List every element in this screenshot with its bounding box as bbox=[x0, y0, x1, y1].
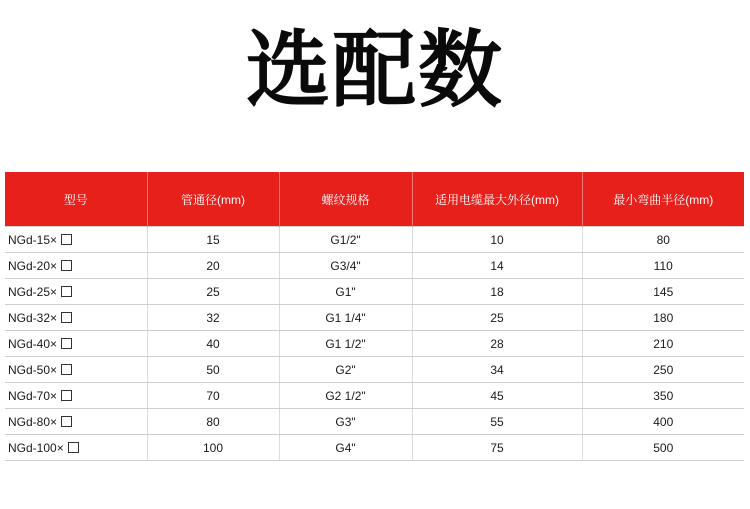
cell-thread: G3" bbox=[279, 409, 412, 435]
cell-bend-radius: 180 bbox=[582, 305, 744, 331]
model-code: NGd-32× bbox=[8, 310, 58, 325]
model-code: NGd-50× bbox=[8, 362, 58, 377]
cell-bore: 100 bbox=[147, 435, 279, 461]
cell-bend-radius: 210 bbox=[582, 331, 744, 357]
checkbox-icon bbox=[68, 442, 79, 453]
cell-bend-radius: 400 bbox=[582, 409, 744, 435]
cell-model bbox=[5, 409, 147, 435]
model-code: NGd-20× bbox=[8, 258, 58, 273]
cell-thread: G4" bbox=[279, 435, 412, 461]
cell-cable-diameter: 25 bbox=[412, 305, 582, 331]
cell-bend-radius: 110 bbox=[582, 253, 744, 279]
cell-bore: 32 bbox=[147, 305, 279, 331]
checkbox-icon bbox=[61, 286, 72, 297]
cell-cable-diameter: 55 bbox=[412, 409, 582, 435]
cell-model bbox=[5, 305, 147, 331]
checkbox-icon bbox=[61, 312, 72, 323]
checkbox-icon bbox=[61, 364, 72, 375]
model-code: NGd-100× bbox=[8, 440, 64, 455]
cell-bore: 25 bbox=[147, 279, 279, 305]
table-row bbox=[5, 305, 744, 331]
page-title: 选配数 bbox=[245, 21, 504, 119]
checkbox-icon bbox=[61, 260, 72, 271]
cell-cable-diameter: 28 bbox=[412, 331, 582, 357]
checkbox-icon bbox=[61, 390, 72, 401]
table-row bbox=[5, 279, 744, 305]
model-code: NGd-70× bbox=[8, 388, 58, 403]
cell-model bbox=[5, 357, 147, 383]
model-code: NGd-40× bbox=[8, 336, 58, 351]
cell-bend-radius: 350 bbox=[582, 383, 744, 409]
cell-thread: G1/2" bbox=[279, 227, 412, 253]
cell-model bbox=[5, 435, 147, 461]
table-row bbox=[5, 409, 744, 435]
cell-thread: G2" bbox=[279, 357, 412, 383]
checkbox-icon bbox=[61, 416, 72, 427]
cell-bore: 70 bbox=[147, 383, 279, 409]
model-code: NGd-15× bbox=[8, 232, 58, 247]
cell-bend-radius: 250 bbox=[582, 357, 744, 383]
table-row bbox=[5, 227, 744, 253]
col-header-bend-radius: 最小弯曲半径(mm) bbox=[582, 172, 744, 227]
cell-bore: 40 bbox=[147, 331, 279, 357]
col-header-bore: 管通径(mm) bbox=[147, 172, 279, 227]
cell-thread: G1" bbox=[279, 279, 412, 305]
cell-model bbox=[5, 331, 147, 357]
table-header-row bbox=[5, 172, 744, 227]
cell-bend-radius: 145 bbox=[582, 279, 744, 305]
table-row bbox=[5, 331, 744, 357]
cell-cable-diameter: 34 bbox=[412, 357, 582, 383]
col-header-thread: 螺纹规格 bbox=[279, 172, 412, 227]
cell-cable-diameter: 45 bbox=[412, 383, 582, 409]
col-header-cable-diameter: 适用电缆最大外径(mm) bbox=[412, 172, 582, 227]
spec-table bbox=[5, 172, 744, 461]
table-row bbox=[5, 253, 744, 279]
cell-model bbox=[5, 227, 147, 253]
cell-cable-diameter: 75 bbox=[412, 435, 582, 461]
cell-thread: G1 1/4" bbox=[279, 305, 412, 331]
cell-cable-diameter: 14 bbox=[412, 253, 582, 279]
cell-cable-diameter: 10 bbox=[412, 227, 582, 253]
model-code: NGd-80× bbox=[8, 414, 58, 429]
table-row bbox=[5, 435, 744, 461]
table-row bbox=[5, 357, 744, 383]
checkbox-icon bbox=[61, 338, 72, 349]
cell-thread: G1 1/2" bbox=[279, 331, 412, 357]
cell-bend-radius: 80 bbox=[582, 227, 744, 253]
cell-bend-radius: 500 bbox=[582, 435, 744, 461]
cell-model bbox=[5, 279, 147, 305]
table-row bbox=[5, 383, 744, 409]
cell-model bbox=[5, 253, 147, 279]
cell-thread: G2 1/2" bbox=[279, 383, 412, 409]
cell-bore: 15 bbox=[147, 227, 279, 253]
cell-bore: 80 bbox=[147, 409, 279, 435]
col-header-model: 型号 bbox=[5, 172, 147, 227]
cell-cable-diameter: 18 bbox=[412, 279, 582, 305]
cell-bore: 50 bbox=[147, 357, 279, 383]
model-code: NGd-25× bbox=[8, 284, 58, 299]
cell-thread: G3/4" bbox=[279, 253, 412, 279]
cell-model bbox=[5, 383, 147, 409]
cell-bore: 20 bbox=[147, 253, 279, 279]
checkbox-icon bbox=[61, 234, 72, 245]
